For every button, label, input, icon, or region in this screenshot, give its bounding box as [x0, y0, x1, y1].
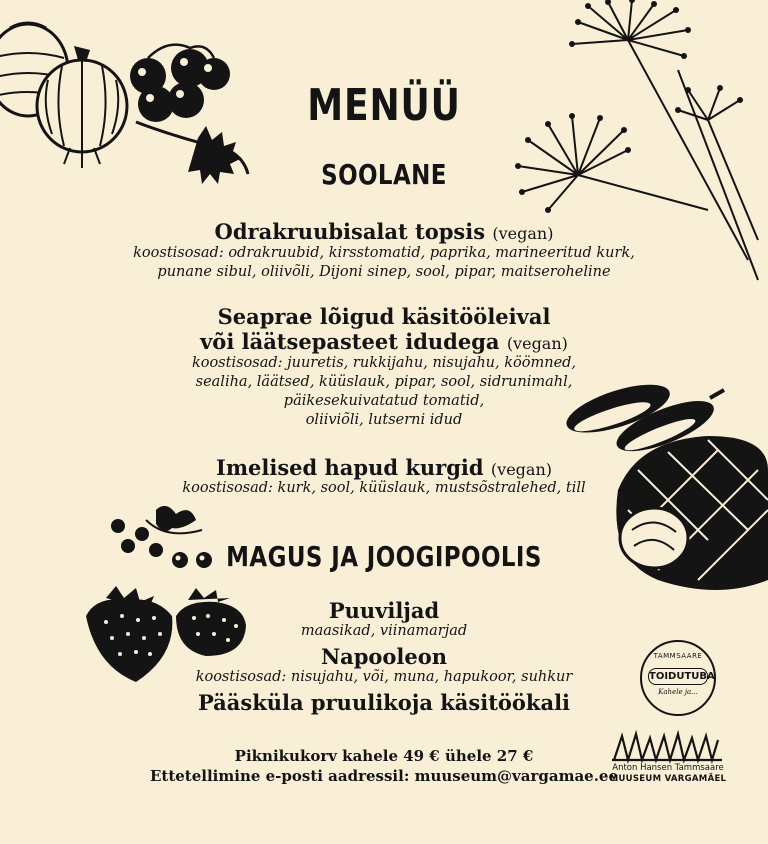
- stamp-main-text: TOIDUTUBA: [648, 668, 708, 685]
- ingredients-line: päikesekuivatatud tomatid,: [283, 393, 485, 409]
- ingredients: [0, 479, 768, 498]
- dish-name-text: Odrakruubisalat topsis: [214, 219, 486, 244]
- vegan-tag: (vegan): [490, 460, 552, 479]
- vegan-tag: (vegan): [492, 224, 554, 243]
- menu-title: MENÜÜ: [307, 80, 461, 131]
- savory-section-title: SOOLANE: [321, 158, 447, 191]
- stamp-top-text: TAMMSAARE: [653, 652, 703, 660]
- stamp-sub-text: Kahele ja...: [658, 688, 698, 696]
- ingredients: [0, 244, 768, 282]
- sweet-section-title: MAGUS JA JOOGIPOOLIS: [226, 540, 542, 573]
- ingredients-line: punane sibul, oliivõli, Dijoni sinep, sool, pipar, maitseroheline: [157, 264, 611, 280]
- ingredients-line: koostisosad: odrakruubid, kirsstomatid, paprika, marineeritud kurk,: [133, 245, 635, 261]
- museum-logo-icon: [612, 730, 722, 764]
- vegan-tag: (vegan): [506, 334, 568, 353]
- toidutuba-stamp: [640, 640, 716, 716]
- dish-description: koostisosad: nisujahu, või, muna, hapukoor, suhkur: [195, 669, 573, 685]
- dish-name-text: Seaprae lõigud käsitööleival: [217, 304, 551, 329]
- ingredients-line: koostisosad: kurk, sool, küüslauk, mustsõstralehed, till: [182, 480, 586, 496]
- order-line: Ettetellimine e-posti aadressil: muuseum@vargamae.ee: [149, 767, 619, 785]
- ingredients-line: oliiviõli, lutserni idud: [305, 412, 463, 428]
- dish-name: Napooleon: [320, 644, 448, 669]
- price-line: Piknikukorv kahele 49 € ühele 27 €: [234, 747, 534, 765]
- dish-description: maasikad, viinamarjad: [300, 623, 468, 639]
- museum-line2: MUUSEUM VARGAMÄEL: [609, 774, 727, 784]
- dish-name: Puuviljad: [328, 598, 440, 623]
- museum-line1: Anton Hansen Tammsaare: [612, 763, 724, 773]
- dish-name: [0, 304, 768, 356]
- ingredients: [0, 354, 768, 430]
- dish-name-text: või läätsepasteet idudega: [200, 329, 500, 354]
- dish-name-text: Imelised hapud kurgid: [216, 455, 484, 480]
- ingredients-line: koostisosad: juuretis, rukkijahu, nisujahu, köömned,: [191, 355, 577, 371]
- ingredients-line: sealiha, läätsed, küüslauk, pipar, sool, sidrunimahl,: [195, 374, 573, 390]
- dish-name: Pääsküla pruulikoja käsitöökali: [197, 690, 571, 715]
- dish-name: [0, 219, 768, 246]
- dish-name: [0, 455, 768, 482]
